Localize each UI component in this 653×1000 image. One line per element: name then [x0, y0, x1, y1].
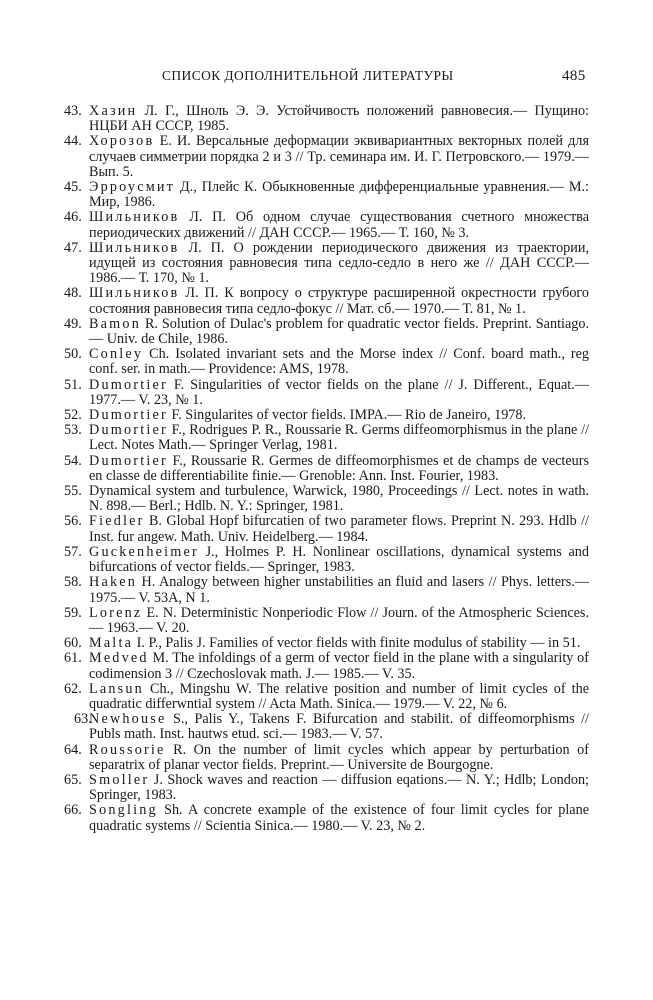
- reference-entry: [0, 682, 653, 712]
- reference-text: Л. Г., Шноль Э. Э. Устойчивость положений равновесия.— Пущино: НЦБИ АН СССР, 1985.: [89, 103, 589, 135]
- page-number: 485: [562, 68, 586, 84]
- reference-author: Malta: [89, 635, 134, 652]
- reference-number: 54.: [64, 452, 82, 469]
- reference-entry: [0, 545, 653, 575]
- reference-author: Хорозов: [89, 133, 155, 150]
- reference-number: 50.: [64, 346, 82, 363]
- reference-author: Medved: [89, 650, 149, 667]
- reference-text: M. The infoldings of a germ of vector field in the plane with a singularity of codimension 3 // Czechoslovak math. J.— 1985.— V. 35.: [89, 650, 589, 682]
- reference-entry: [0, 347, 653, 377]
- reference-author: Dumortier: [89, 422, 168, 439]
- reference-number: 49.: [64, 315, 82, 332]
- reference-entry: [0, 651, 653, 681]
- reference-number: 52.: [64, 407, 82, 424]
- reference-author: Шильников: [89, 285, 180, 302]
- reference-author: Fiedler: [89, 513, 145, 530]
- reference-text: Л. П. Об одном случае существования счетного множества периодических движений // ДАН СССР.— 1965.— Т. 160, № 3.: [89, 209, 589, 241]
- reference-text: Ch. Isolated invariant sets and the Morse index // Conf. board math., reg conf. ser. in math.— Providence: AMS, 1978.: [89, 346, 589, 378]
- reference-text: R. On the number of limit cycles which appear by perturbation of separatrix of planar vector fields. Preprint.— Universite de Bourgogne.: [89, 741, 589, 773]
- reference-entry: [0, 484, 653, 514]
- reference-number: 64.: [64, 741, 82, 758]
- reference-author: Шильников: [89, 239, 180, 256]
- reference-author: Dumortier: [89, 452, 168, 469]
- reference-number: 60.: [64, 635, 82, 652]
- reference-entry: [0, 134, 653, 180]
- reference-text: J. Shock waves and reaction — diffusion eqations.— N. Y.; Hdlb; London; Springer, 1983.: [89, 771, 589, 804]
- reference-text: S., Palis Y., Takens F. Bifurcation and stabilit. of diffeomorphisms // Publs math. Inst. hautws etud. sci.— 1983.— V. 57.: [89, 711, 589, 743]
- reference-text: R. Solution of Dulac's problem for quadratic vector fields. Preprint. Santiago.— Univ. de Chile, 1986.: [89, 315, 589, 348]
- reference-entry: [0, 454, 653, 484]
- reference-entry: [0, 803, 653, 833]
- reference-number: 58.: [64, 574, 82, 591]
- reference-entry: [0, 241, 653, 287]
- running-title: СПИСОК ДОПОЛНИТЕЛЬНОЙ ЛИТЕРАТУРЫ: [162, 68, 454, 83]
- reference-number: 46.: [64, 209, 82, 226]
- reference-entry: [0, 180, 653, 210]
- reference-number: 48.: [64, 285, 82, 302]
- reference-entry: [0, 743, 653, 773]
- reference-author: Roussorie: [89, 741, 166, 758]
- reference-text: F. Singularites of vector fields. IMPA.— Rio de Janeiro, 1978.: [167, 407, 527, 424]
- reference-number: 57.: [64, 543, 82, 560]
- reference-author: Dumortier: [89, 407, 168, 424]
- reference-text: H. Analogy between higher unstabilities an fluid and lasers // Phys. letters.— 1975.— V. 53A, N 1.: [89, 574, 589, 606]
- reference-text: F., Roussarie R. Germes de diffeomorphismes et de champs de vecteurs en classe de differentiabilite finie.— Grenoble: Ann. Inst. Fourier, 1983.: [89, 452, 589, 484]
- reference-text: Л. П. К вопросу о структуре расширенной окрестности грубого состояния равновесия типа седло-фокус // Мат. сб.— 1970.— Т. 81, № 1.: [89, 285, 589, 317]
- reference-entry: [0, 378, 653, 408]
- reference-entry: [0, 210, 653, 240]
- reference-author: Шильников: [89, 209, 180, 226]
- reference-number: 45.: [64, 179, 82, 196]
- reference-entry: [0, 606, 653, 636]
- reference-entry: [0, 104, 653, 134]
- reference-number: 43.: [64, 103, 82, 119]
- reference-author: Lorenz: [89, 604, 143, 621]
- reference-entry: [0, 408, 653, 423]
- reference-author: Эрроусмит: [89, 179, 176, 196]
- reference-number: 53.: [64, 422, 82, 439]
- reference-entry: [0, 514, 653, 544]
- reference-entry: [0, 286, 653, 316]
- reference-text: Dynamical system and turbulence, Warwick, 1980, Proceedings // Lect. notes in wath. N. 898.— Berl.; Hdlb. N. Y.: Springer, 1981.: [89, 483, 589, 515]
- reference-entry: [0, 423, 653, 453]
- reference-text: Ch., Mingshu W. The relative position and number of limit cycles of the quadratic differwntial system // Acta Math. Sinica.— 1979.— V. 22, № 6.: [89, 680, 589, 712]
- reference-number: 55.: [64, 483, 82, 500]
- reference-text: E. N. Deterministic Nonperiodic Flow // Journ. of the Atmospheric Sciences.— 1963.— V. 20.: [89, 604, 589, 636]
- reference-text: Sh. A concrete example of the existence of four limit cycles for plane quadratic systems // Scientia Sinica.— 1980.— V. 23, № 2.: [89, 802, 589, 834]
- reference-author: Guckenheimer: [89, 543, 199, 560]
- reference-author: Haken: [89, 574, 138, 591]
- reference-number: 61.: [64, 650, 82, 667]
- reference-text: J., Holmes P. H. Nonlinear oscillations, dynamical systems and bifurcations of vector fields.— Springer, 1983.: [89, 543, 589, 576]
- reference-author: Songling: [89, 802, 158, 819]
- reference-entry: [0, 575, 653, 605]
- reference-author: Smoller: [89, 771, 150, 788]
- reference-number: 51.: [64, 376, 82, 393]
- reference-author: Dumortier: [89, 376, 168, 393]
- reference-author: Lansun: [89, 680, 144, 697]
- reference-number: 44.: [64, 133, 82, 150]
- running-head: [0, 68, 653, 88]
- reference-text: Л. П. О рождении периодического движения из траектории, идущей из состояния равновесия типа седло-седло в него же // ДАН СССР.— 1986.— Т. 170, № 1.: [89, 239, 589, 287]
- reference-list: [0, 104, 653, 834]
- reference-number: 63.: [74, 711, 92, 728]
- reference-text: I. P., Palis J. Families of vector fields with finite modulus of stability — in 51.: [133, 635, 581, 652]
- reference-number: 59.: [64, 604, 82, 621]
- reference-author: Хазин: [89, 103, 138, 119]
- reference-text: B. Global Hopf bifurcatien of two parameter flows. Preprint N. 293. Hdlb // Inst. fur angew. Math. Univ. Heidelberg.— 1984.: [89, 513, 589, 545]
- reference-author: Bamon: [89, 315, 141, 332]
- reference-text: Д., Плейс К. Обыкновенные дифференциальные уравнения.— М.: Мир, 1986.: [89, 179, 589, 211]
- reference-text: F., Rodrigues P. R., Roussarie R. Germs diffeomorphismus in the plane // Lect. Notes Math.— Springer Verlag, 1981.: [89, 422, 589, 454]
- reference-number: 56.: [64, 513, 82, 530]
- reference-entry: [0, 773, 653, 803]
- reference-author: Newhouse: [89, 711, 167, 728]
- reference-number: 47.: [64, 239, 82, 256]
- reference-number: 66.: [64, 802, 82, 819]
- reference-entry: [0, 712, 653, 742]
- reference-number: 62.: [64, 680, 82, 697]
- reference-entry: [0, 636, 653, 651]
- reference-text: Е. И. Версальные деформации эквивариантных векторных полей для случаев симметрии порядка 2 и 3 // Тр. семинара им. И. Г. Петровского.— 1979.— Вып. 5.: [89, 133, 589, 180]
- reference-text: F. Singularities of vector fields on the plane // J. Different., Equat.— 1977.— V. 23, № 1.: [89, 376, 589, 408]
- reference-number: 65.: [64, 771, 82, 788]
- reference-entry: [0, 317, 653, 347]
- reference-author: Conley: [89, 346, 144, 363]
